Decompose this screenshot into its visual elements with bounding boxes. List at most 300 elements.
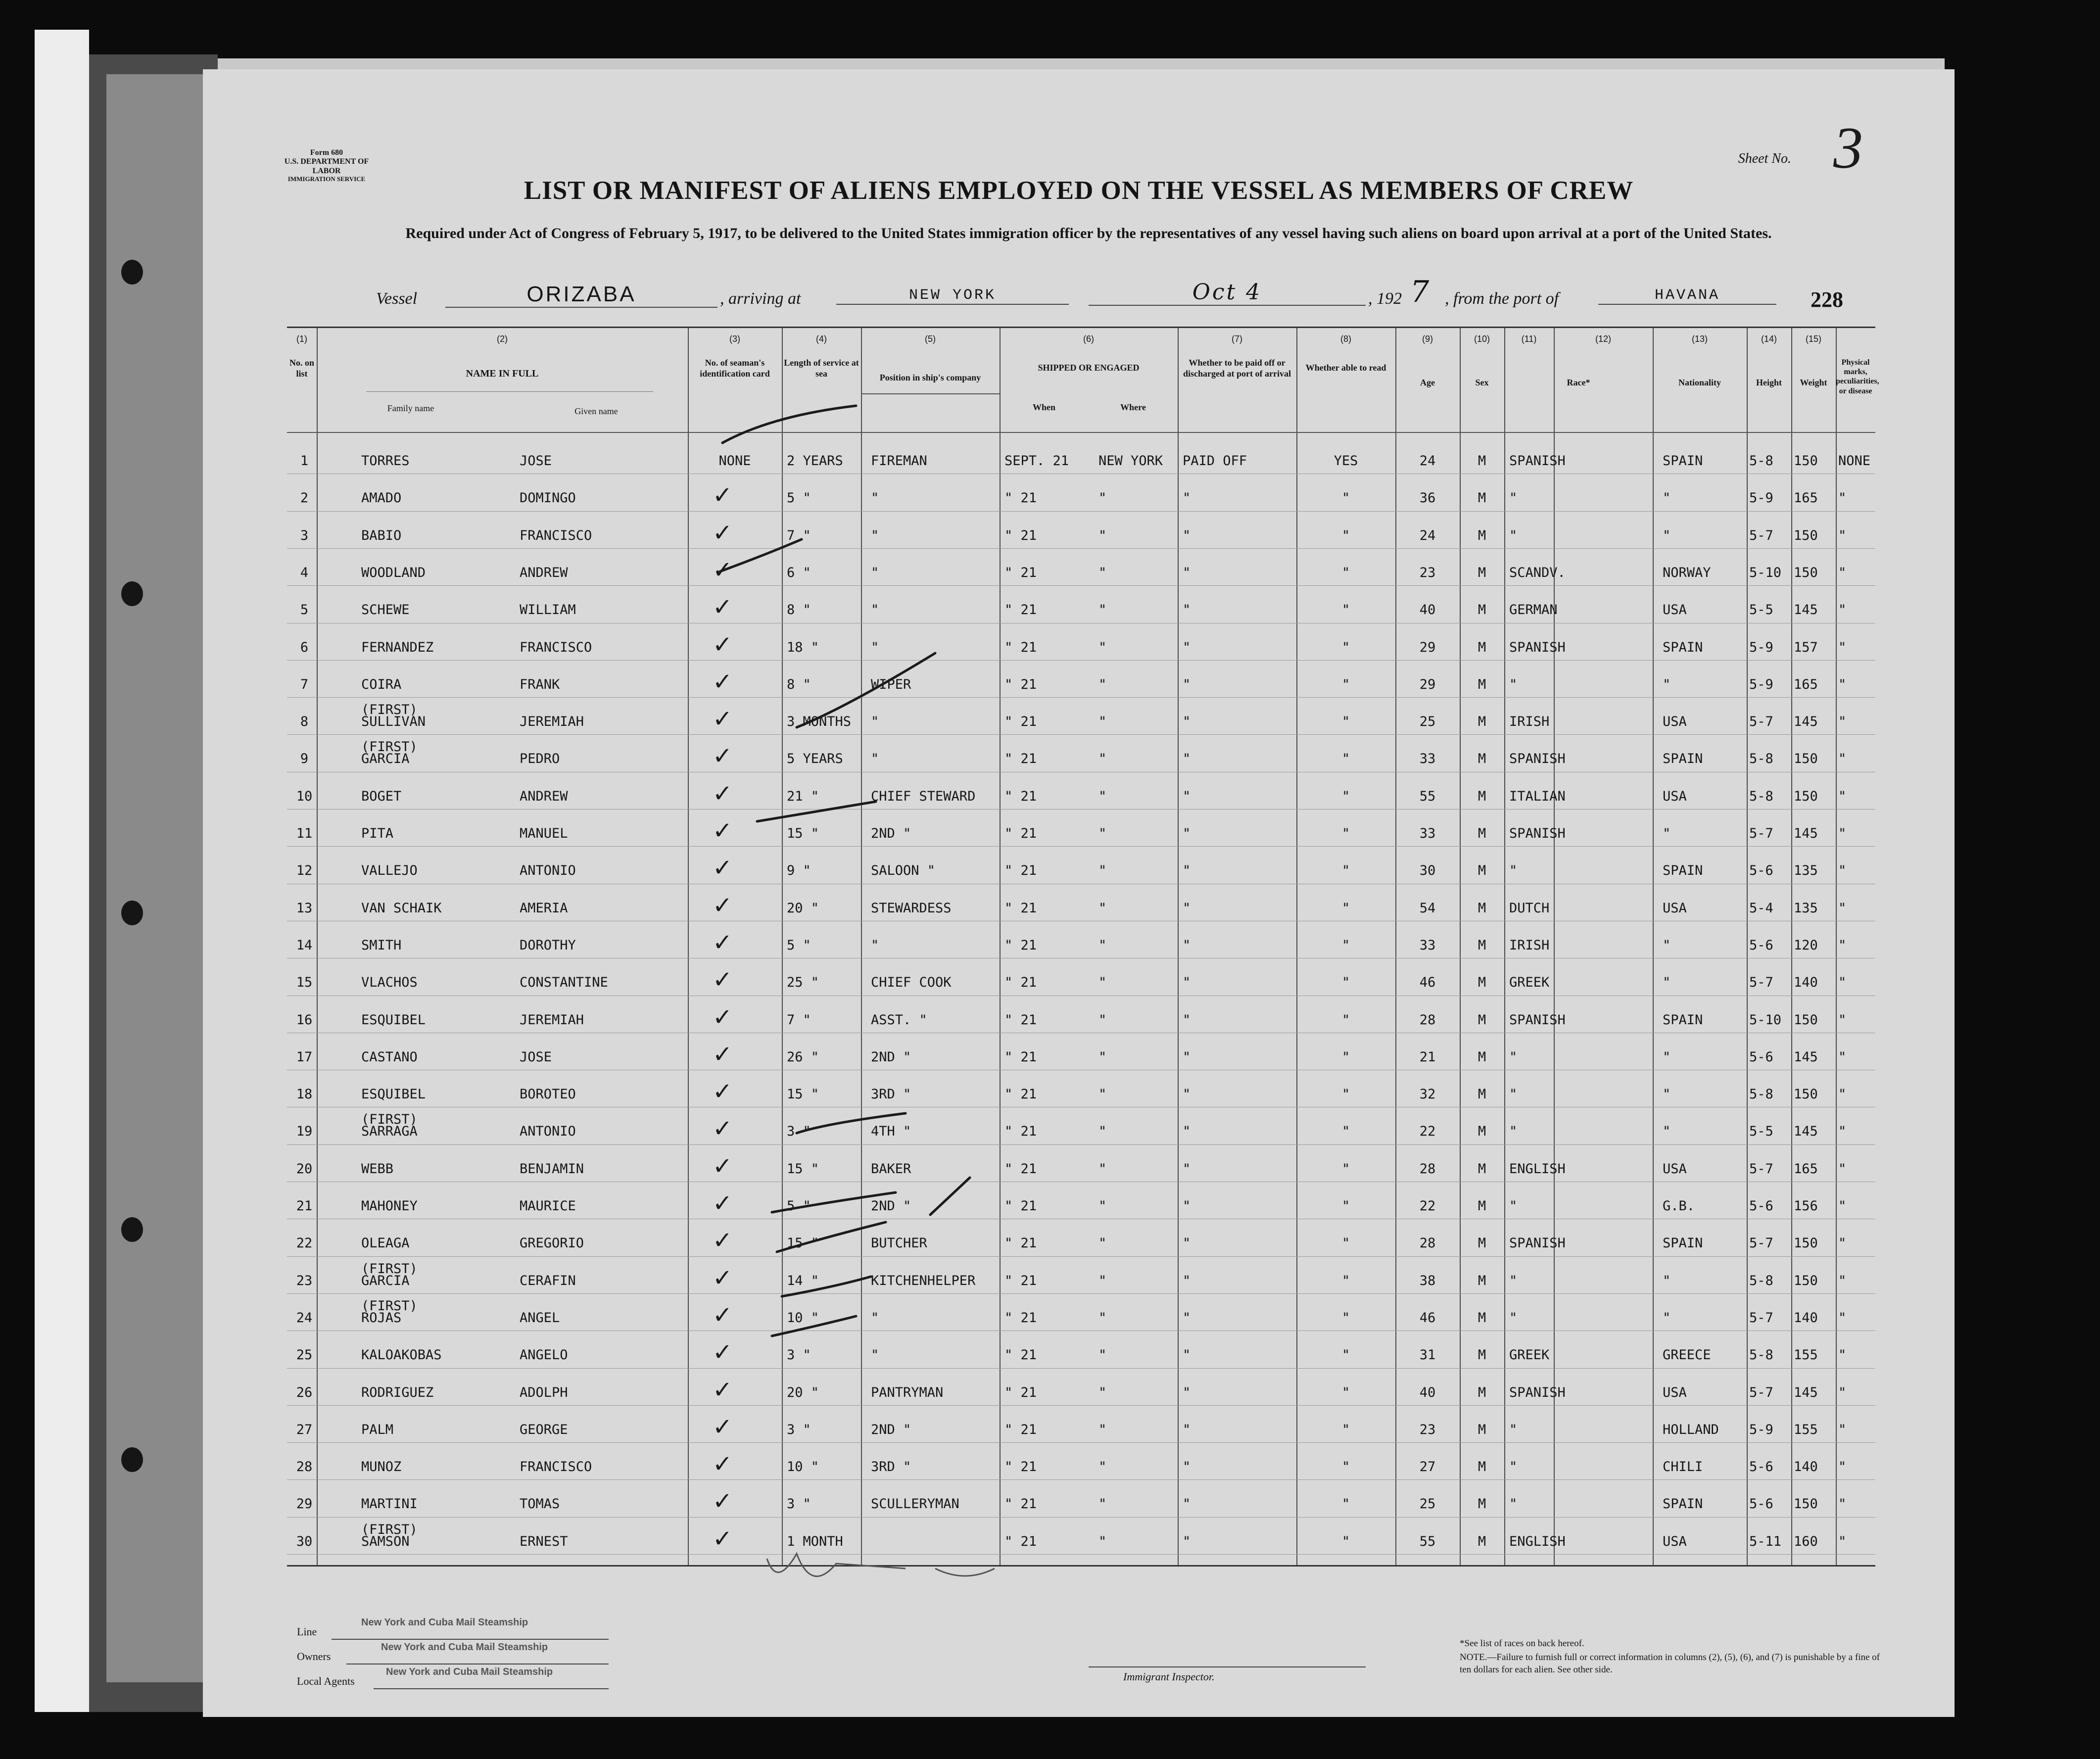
cell-weight: 156: [1794, 1198, 1818, 1214]
cell-when: SEPT. 21: [1004, 453, 1069, 469]
cell-weight: 150: [1794, 1087, 1818, 1102]
cell-weight: 140: [1794, 1459, 1818, 1475]
cell-age: 23: [1419, 1422, 1436, 1437]
cell-sex: M: [1478, 751, 1486, 767]
cell-nationality: SPAIN: [1663, 1012, 1703, 1028]
check-mark: ✓: [713, 1189, 733, 1217]
cell-service: 7 ": [787, 527, 811, 543]
cell-height: 5-8: [1749, 751, 1773, 767]
cell-physical: ": [1838, 937, 1847, 953]
cell-sex: M: [1478, 900, 1486, 916]
cell-read: ": [1341, 1347, 1350, 1363]
cell-where: ": [1098, 1459, 1107, 1475]
col-num-2: (2): [497, 334, 508, 344]
cell-when: " 21: [1004, 863, 1037, 879]
cell-age: 29: [1419, 676, 1436, 692]
cell-read: ": [1341, 751, 1350, 767]
cell-read: ": [1341, 1310, 1350, 1326]
cell-weight: 140: [1794, 1310, 1818, 1326]
binder-hole: [121, 581, 143, 606]
cell-physical: ": [1838, 676, 1847, 692]
cell-no: 28: [296, 1459, 313, 1475]
cell-given: FRANCISCO: [520, 527, 592, 543]
cell-family: GARCIA: [361, 1273, 410, 1288]
cell-given: ADOLPH: [520, 1384, 568, 1400]
cell-paid: ": [1183, 1459, 1191, 1475]
cell-age: 24: [1419, 527, 1436, 543]
cell-given: ANTONIO: [520, 863, 576, 879]
cell-family: PITA: [361, 826, 394, 841]
check-mark: ✓: [713, 1227, 733, 1255]
cell-height: 5-8: [1749, 1087, 1773, 1102]
cell-paid: ": [1183, 676, 1191, 692]
cell-weight: 150: [1794, 453, 1818, 469]
header-shipped: SHIPPED OR ENGAGED: [1038, 363, 1140, 373]
cell-height: 5-7: [1749, 527, 1773, 543]
cell-age: 28: [1419, 1012, 1436, 1028]
agents-label: Local Agents: [297, 1675, 355, 1687]
cell-weight: 150: [1794, 527, 1818, 543]
col-num-13: (13): [1691, 334, 1708, 344]
cell-weight: 120: [1794, 937, 1818, 953]
cell-paid: ": [1183, 1049, 1191, 1065]
cell-race: ENGLISH: [1509, 1533, 1566, 1549]
cell-when: " 21: [1004, 1198, 1037, 1214]
check-mark: ✓: [713, 519, 733, 547]
cell-age: 40: [1419, 602, 1436, 618]
cell-age: 21: [1419, 1049, 1436, 1065]
cell-age: 28: [1419, 1236, 1436, 1251]
inspector-label: Immigrant Inspector.: [1123, 1670, 1215, 1683]
cell-when: " 21: [1004, 1347, 1037, 1363]
cell-where: ": [1098, 1496, 1107, 1512]
header-physical: Physical marks, peculiarities, or disease: [1836, 358, 1879, 395]
cell-when: " 21: [1004, 1161, 1037, 1177]
cell-service: 25 ": [787, 975, 819, 991]
cell-no: 9: [300, 751, 309, 767]
cell-weight: 165: [1794, 676, 1818, 692]
cell-weight: 150: [1794, 1496, 1818, 1512]
cell-where: ": [1098, 1198, 1107, 1214]
cell-race: GREEK: [1509, 1347, 1550, 1363]
cell-family: ESQUIBEL: [361, 1012, 426, 1028]
cell-service: 5 ": [787, 937, 811, 953]
cell-service: 21 ": [787, 788, 819, 804]
cell-service: 26 ": [787, 1049, 819, 1065]
check-mark: ✓: [713, 1413, 733, 1441]
cell-no: 2: [300, 490, 309, 506]
cell-weight: 150: [1794, 1273, 1818, 1288]
cell-nationality: USA: [1663, 1161, 1687, 1177]
cell-age: 25: [1419, 1496, 1436, 1512]
footnote-penalty: NOTE.—Failure to furnish full or correct information in columns (2), (5), (6), and (7) is punishable by a fine of ten dollars for each alien. See other side.: [1460, 1652, 1880, 1675]
cell-physical: NONE: [1838, 453, 1871, 469]
cell-family: MARTINI: [361, 1496, 418, 1512]
cell-height: 5-11: [1749, 1533, 1782, 1549]
cell-weight: 157: [1794, 639, 1818, 655]
cell-family: PALM: [361, 1422, 394, 1437]
cell-service: 3 MONTHS: [787, 714, 852, 730]
header-family-name: Family name: [387, 403, 434, 413]
cell-nationality: SPAIN: [1663, 751, 1703, 767]
cell-sex: M: [1478, 1198, 1486, 1214]
cell-given: GEORGE: [520, 1422, 568, 1437]
cell-paid: PAID OFF: [1183, 453, 1247, 469]
cell-no: 3: [300, 527, 309, 543]
cell-age: 32: [1419, 1087, 1436, 1102]
cell-height: 5-6: [1749, 937, 1773, 953]
cell-sex: M: [1478, 1012, 1486, 1028]
check-mark: ✓: [713, 891, 733, 919]
cell-position: PANTRYMAN: [871, 1384, 944, 1400]
cell-nationality: ": [1663, 527, 1671, 543]
cell-when: " 21: [1004, 1236, 1037, 1251]
cell-position: 4TH ": [871, 1124, 911, 1140]
cell-when: " 21: [1004, 975, 1037, 991]
cell-paid: ": [1183, 565, 1191, 580]
cell-family: VLACHOS: [361, 975, 418, 991]
cell-given: ANDREW: [520, 788, 568, 804]
cell-paid: ": [1183, 714, 1191, 730]
cell-when: " 21: [1004, 1049, 1037, 1065]
cell-weight: 135: [1794, 900, 1818, 916]
cell-given: JEREMIAH: [520, 1012, 584, 1028]
cell-when: " 21: [1004, 639, 1037, 655]
cell-position: ": [871, 937, 879, 953]
arriving-label: , arriving at: [720, 289, 801, 308]
cell-service: 18 ": [787, 639, 819, 655]
cell-service: 2 YEARS: [787, 453, 843, 469]
cell-height: 5-7: [1749, 826, 1773, 841]
binder-hole: [121, 901, 143, 925]
cell-height: 5-5: [1749, 602, 1773, 618]
header-race: Race*: [1567, 378, 1590, 387]
line-stamp: New York and Cuba Mail Steamship: [361, 1617, 528, 1628]
cell-nationality: USA: [1663, 714, 1687, 730]
cell-where: ": [1098, 1049, 1107, 1065]
binder-hole: [121, 1217, 143, 1242]
cell-height: 5-6: [1749, 1459, 1773, 1475]
cell-no: 26: [296, 1384, 313, 1400]
cell-where: ": [1098, 676, 1107, 692]
first-annotation: (FIRST): [361, 1112, 418, 1128]
cell-position: 2ND ": [871, 1049, 911, 1065]
cell-paid: ": [1183, 1087, 1191, 1102]
cell-family: OLEAGA: [361, 1236, 410, 1251]
sheet-label: Sheet No.: [1738, 151, 1791, 166]
cell-where: ": [1098, 751, 1107, 767]
cell-when: " 21: [1004, 1384, 1037, 1400]
cell-race: ENGLISH: [1509, 1161, 1566, 1177]
cell-position: BAKER: [871, 1161, 911, 1177]
check-mark: ✓: [713, 1040, 733, 1068]
cell-physical: ": [1838, 602, 1847, 618]
cell-position: ": [871, 1310, 879, 1326]
cell-position: WIPER: [871, 676, 911, 692]
cell-family: SMITH: [361, 937, 402, 953]
cell-weight: 155: [1794, 1422, 1818, 1437]
cell-given: CONSTANTINE: [520, 975, 608, 991]
cell-when: " 21: [1004, 1273, 1037, 1288]
cell-given: JEREMIAH: [520, 714, 584, 730]
cell-race: ": [1509, 1124, 1518, 1140]
cell-race: GERMAN: [1509, 602, 1558, 618]
cell-given: MAURICE: [520, 1198, 576, 1214]
cell-age: 33: [1419, 751, 1436, 767]
cell-when: " 21: [1004, 1422, 1037, 1437]
cell-when: " 21: [1004, 1533, 1037, 1549]
cell-family: KALOAKOBAS: [361, 1347, 442, 1363]
col-num-6: (6): [1083, 334, 1094, 344]
cell-where: ": [1098, 639, 1107, 655]
cell-read: ": [1341, 1533, 1350, 1549]
cell-given: PEDRO: [520, 751, 560, 767]
header-name-in-full: NAME IN FULL: [466, 368, 539, 379]
col-num-5: (5): [925, 334, 936, 344]
cell-nationality: ": [1663, 1310, 1671, 1326]
cell-physical: ": [1838, 527, 1847, 543]
cell-physical: ": [1838, 1422, 1847, 1437]
cell-height: 5-8: [1749, 788, 1773, 804]
cell-sex: M: [1478, 676, 1486, 692]
cell-paid: ": [1183, 1310, 1191, 1326]
cell-nationality: USA: [1663, 788, 1687, 804]
cell-read: ": [1341, 1273, 1350, 1288]
cell-position: CHIEF COOK: [871, 975, 952, 991]
cell-when: " 21: [1004, 1124, 1037, 1140]
cell-service: 6 ": [787, 565, 811, 580]
cell-position: ": [871, 565, 879, 580]
cell-family: COIRA: [361, 676, 402, 692]
cell-family: VALLEJO: [361, 863, 418, 879]
cell-nationality: ": [1663, 1273, 1671, 1288]
cell-read: ": [1341, 1198, 1350, 1214]
cell-no: 27: [296, 1422, 313, 1437]
cell-sex: M: [1478, 527, 1486, 543]
cell-when: " 21: [1004, 751, 1037, 767]
cell-no: 8: [300, 714, 309, 730]
arrival-date: Oct 4: [1089, 280, 1366, 306]
cell-age: 55: [1419, 1533, 1436, 1549]
cell-where: ": [1098, 1124, 1107, 1140]
cell-weight: 140: [1794, 975, 1818, 991]
cell-height: 5-7: [1749, 1384, 1773, 1400]
cell-read: ": [1341, 676, 1350, 692]
cell-nationality: USA: [1663, 602, 1687, 618]
cell-race: SCANDV.: [1509, 565, 1566, 580]
cell-physical: ": [1838, 1236, 1847, 1251]
cell-physical: ": [1838, 1273, 1847, 1288]
cell-given: WILLIAM: [520, 602, 576, 618]
cell-nationality: USA: [1663, 1533, 1687, 1549]
cell-weight: 155: [1794, 1347, 1818, 1363]
cell-race: SPANISH: [1509, 1236, 1566, 1251]
cell-weight: 165: [1794, 1161, 1818, 1177]
cell-age: 30: [1419, 863, 1436, 879]
cell-weight: 145: [1794, 602, 1818, 618]
cell-given: ANGELO: [520, 1347, 568, 1363]
cell-read: ": [1341, 1087, 1350, 1102]
cell-no: 20: [296, 1161, 313, 1177]
cell-age: 46: [1419, 975, 1436, 991]
cell-service: 3 ": [787, 1422, 811, 1437]
cell-read: ": [1341, 602, 1350, 618]
check-mark: ✓: [713, 1338, 733, 1367]
cell-no: 15: [296, 975, 313, 991]
header-weight: Weight: [1800, 378, 1827, 387]
page-number: 228: [1811, 287, 1843, 312]
agents-stamp: New York and Cuba Mail Steamship: [386, 1666, 553, 1677]
cell-read: ": [1341, 1124, 1350, 1140]
cell-age: 23: [1419, 565, 1436, 580]
cell-position: ": [871, 1347, 879, 1363]
cell-read: ": [1341, 527, 1350, 543]
cell-nationality: G.B.: [1663, 1198, 1695, 1214]
cell-paid: ": [1183, 1496, 1191, 1512]
cell-sex: M: [1478, 1459, 1486, 1475]
cell-race: SPANISH: [1509, 751, 1566, 767]
form-number: Form 680: [310, 148, 343, 157]
cell-race: ": [1509, 1422, 1518, 1437]
cell-sex: M: [1478, 1422, 1486, 1437]
cell-paid: ": [1183, 788, 1191, 804]
cell-paid: ": [1183, 1533, 1191, 1549]
cell-when: " 21: [1004, 788, 1037, 804]
cell-nationality: SPAIN: [1663, 1496, 1703, 1512]
cell-where: ": [1098, 788, 1107, 804]
cell-physical: ": [1838, 751, 1847, 767]
cell-when: " 21: [1004, 900, 1037, 916]
cell-paid: ": [1183, 1012, 1191, 1028]
check-mark: ✓: [713, 1264, 733, 1292]
cell-when: " 21: [1004, 1087, 1037, 1102]
cell-where: ": [1098, 1087, 1107, 1102]
cell-where: ": [1098, 1533, 1107, 1549]
cell-race: ": [1509, 1198, 1518, 1214]
cell-given: BENJAMIN: [520, 1161, 584, 1177]
binder-strip: [35, 30, 89, 1712]
cell-given: ERNEST: [520, 1533, 568, 1549]
cell-given: FRANCISCO: [520, 1459, 592, 1475]
cell-read: ": [1341, 1384, 1350, 1400]
cell-age: 33: [1419, 937, 1436, 953]
cell-when: " 21: [1004, 1012, 1037, 1028]
cell-read: ": [1341, 1496, 1350, 1512]
from-port-label: , from the port of: [1445, 289, 1559, 308]
cell-weight: 145: [1794, 714, 1818, 730]
check-mark: ✓: [713, 742, 733, 770]
cell-family: AMADO: [361, 490, 402, 506]
cell-position: STEWARDESS: [871, 900, 952, 916]
document-subtitle: Required under Act of Congress of February 5, 1917, to be delivered to the United States immigration officer by the representatives of any vessel having such aliens on board upon arrival at a port of the United States.: [405, 225, 1772, 241]
cell-height: 5-10: [1749, 565, 1782, 580]
cell-weight: 145: [1794, 1124, 1818, 1140]
cell-read: ": [1341, 1459, 1350, 1475]
cell-service: 5 ": [787, 1198, 811, 1214]
cell-weight: 165: [1794, 490, 1818, 506]
cell-no: 24: [296, 1310, 313, 1326]
cell-family: ESQUIBEL: [361, 1087, 426, 1102]
header-position: Position in ship's company: [879, 373, 981, 382]
check-mark: ✓: [713, 928, 733, 956]
cell-age: 46: [1419, 1310, 1436, 1326]
col-num-12: (12): [1595, 334, 1611, 344]
cell-sex: M: [1478, 788, 1486, 804]
check-mark: ✓: [713, 593, 733, 621]
check-mark: ✓: [713, 1487, 733, 1516]
cell-physical: ": [1838, 1347, 1847, 1363]
cell-age: 24: [1419, 453, 1436, 469]
header-nationality: Nationality: [1678, 378, 1721, 387]
cell-nationality: SPAIN: [1663, 863, 1703, 879]
binder-hole: [121, 1447, 143, 1472]
manifest-sheet: [203, 69, 1955, 1717]
cell-sex: M: [1478, 826, 1486, 841]
cell-sex: M: [1478, 565, 1486, 580]
cell-when: " 21: [1004, 602, 1037, 618]
col-num-1: (1): [296, 334, 307, 344]
cell-height: 5-4: [1749, 900, 1773, 916]
cell-given: BOROTEO: [520, 1087, 576, 1102]
cell-no: 7: [300, 676, 309, 692]
check-mark: ✓: [713, 1115, 733, 1143]
cell-card: NONE: [718, 453, 751, 469]
cell-read: ": [1341, 826, 1350, 841]
cell-no: 10: [296, 788, 313, 804]
cell-paid: ": [1183, 639, 1191, 655]
cell-sex: M: [1478, 1533, 1486, 1549]
col-num-11: (11): [1521, 334, 1537, 344]
cell-physical: ": [1838, 1533, 1847, 1549]
cell-position: ": [871, 527, 879, 543]
cell-family: SARRAGA: [361, 1124, 418, 1140]
cell-when: " 21: [1004, 676, 1037, 692]
cell-paid: ": [1183, 1198, 1191, 1214]
cell-no: 23: [296, 1273, 313, 1288]
cell-read: ": [1341, 490, 1350, 506]
cell-family: TORRES: [361, 453, 410, 469]
cell-read: ": [1341, 714, 1350, 730]
cell-physical: ": [1838, 788, 1847, 804]
cell-read: ": [1341, 639, 1350, 655]
cell-position: BUTCHER: [871, 1236, 927, 1251]
cell-given: MANUEL: [520, 826, 568, 841]
cell-race: ": [1509, 1459, 1518, 1475]
cell-physical: ": [1838, 863, 1847, 879]
cell-read: YES: [1334, 453, 1358, 469]
header-id-card: No. of seaman's identification card: [700, 358, 770, 379]
header-sex: Sex: [1475, 378, 1489, 387]
cell-service: 5 ": [787, 490, 811, 506]
cell-race: ITALIAN: [1509, 788, 1566, 804]
cell-given: ANDREW: [520, 565, 568, 580]
cell-paid: ": [1183, 751, 1191, 767]
cell-race: ": [1509, 676, 1518, 692]
cell-no: 5: [300, 602, 309, 618]
cell-family: CASTANO: [361, 1049, 418, 1065]
cell-given: ANGEL: [520, 1310, 560, 1326]
cell-when: " 21: [1004, 565, 1037, 580]
cell-position: ": [871, 751, 879, 767]
col-num-9: (9): [1422, 334, 1433, 344]
cell-no: 19: [296, 1124, 313, 1140]
cell-weight: 145: [1794, 826, 1818, 841]
cell-where: ": [1098, 490, 1107, 506]
cell-physical: ": [1838, 565, 1847, 580]
check-mark: ✓: [713, 966, 733, 994]
cell-service: 15 ": [787, 1236, 819, 1251]
cell-read: ": [1341, 565, 1350, 580]
